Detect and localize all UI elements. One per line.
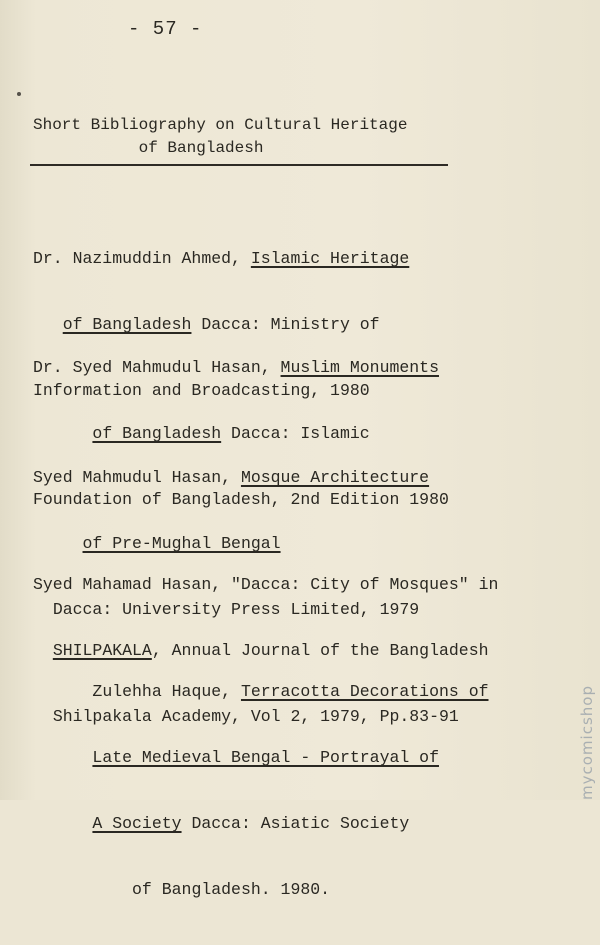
book-title: A Society <box>92 814 182 833</box>
bibliography-entry <box>33 637 489 945</box>
title-line-1: Short Bibliography on Cultural Heritage <box>33 116 408 134</box>
book-title: Islamic Heritage <box>250 249 410 268</box>
title-line-2: of Bangladesh <box>138 139 264 157</box>
entry-line: A Society Dacca: Asiatic Society <box>92 814 410 833</box>
entry-line <box>33 747 489 769</box>
entry-line: Foundation of Bangladesh, 2nd Edition 1980 <box>33 490 449 509</box>
entry-line: of Bangladesh Dacca: Ministry of <box>62 315 380 334</box>
entry-line: Syed Mahamad Hasan, "Dacca: City of Mosques" in <box>33 575 499 594</box>
entry-line: Shilpakala Academy, Vol 2, 1979, Pp.83-91 <box>52 707 459 726</box>
journal-title: SHILPAKALA <box>52 641 152 660</box>
book-title: Terracotta Decorations of <box>240 682 489 701</box>
book-title: of Bangladesh <box>62 315 192 334</box>
book-title: of Pre-Mughal Bengal <box>82 534 281 553</box>
page-number: - 57 - <box>128 18 203 40</box>
punch-mark <box>17 92 21 96</box>
entry-line: of Bangladesh Dacca: Islamic <box>92 424 370 443</box>
book-title: Mosque Architecture <box>240 468 430 487</box>
watermark: mycomicshop <box>578 685 596 800</box>
entry-line: Zulehha Haque, Terracotta Decorations of <box>92 682 489 701</box>
book-title: of Bangladesh <box>92 424 222 443</box>
entry-line: Dr. Nazimuddin Ahmed, Islamic Heritage <box>33 249 410 268</box>
entry-line: Dacca: University Press Limited, 1979 <box>52 600 420 619</box>
title-divider <box>30 164 448 166</box>
entry-line: Dr. Syed Mahmudul Hasan, Muslim Monuments <box>33 358 439 377</box>
bibliography-title <box>33 114 407 160</box>
entry-line: SHILPAKALA, Annual Journal of the Bangladesh <box>52 641 489 660</box>
entry-line: Information and Broadcasting, 1980 <box>33 381 370 400</box>
entry-line: Syed Mahmudul Hasan, Mosque Architecture <box>33 468 430 487</box>
entry-line: of Bangladesh. 1980. <box>132 880 331 899</box>
book-title: Late Medieval Bengal - Portrayal of <box>92 748 439 767</box>
book-title: Muslim Monuments <box>280 358 439 377</box>
